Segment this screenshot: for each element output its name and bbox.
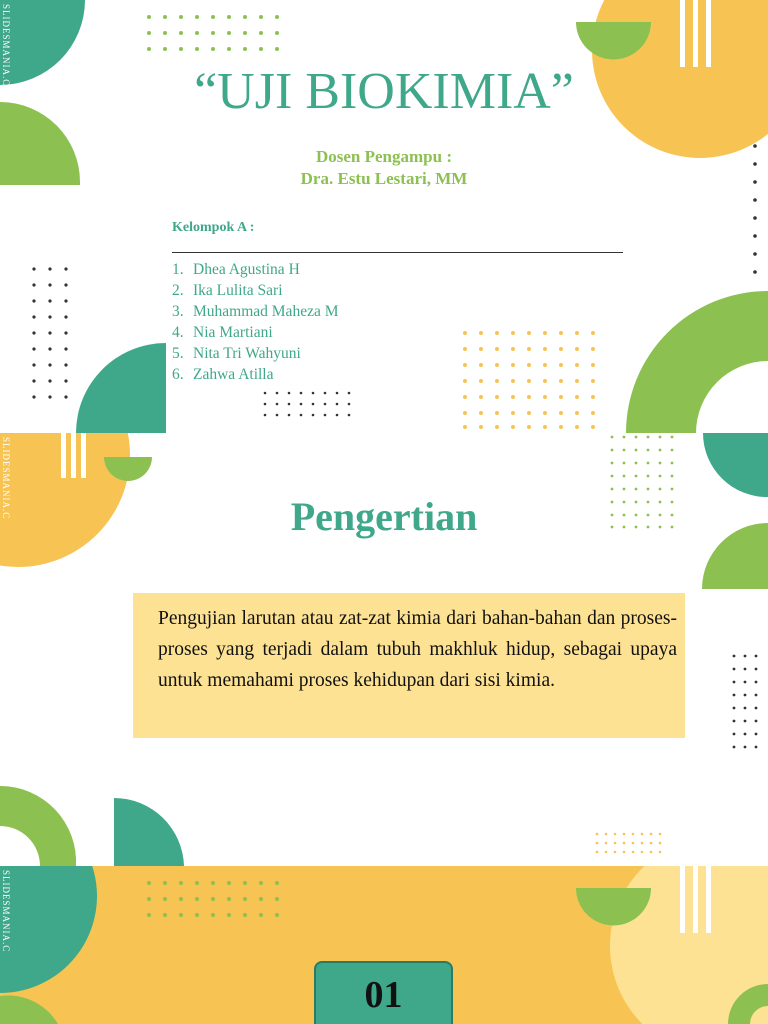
- list-number: 4.: [172, 324, 184, 341]
- dot-grid: [462, 330, 602, 430]
- definition-slide: [0, 433, 768, 866]
- member-name: Ika Lulita Sari: [193, 282, 283, 299]
- lecturer-name: Dra. Estu Lestari, MM: [300, 169, 468, 188]
- member-name: Muhammad Maheza M: [193, 303, 339, 320]
- section-number: 01: [364, 974, 403, 1016]
- dot-grid: [146, 880, 284, 920]
- list-item: [172, 343, 339, 364]
- dot-grid: [146, 14, 284, 54]
- member-name: Zahwa Atilla: [193, 366, 274, 383]
- list-item: [172, 280, 339, 301]
- section-number-box: [314, 961, 453, 1024]
- section-heading: Pengertian: [290, 494, 478, 539]
- member-name: Nia Martiani: [193, 324, 273, 341]
- definition-text: Pengujian larutan atau zat-zat kimia dari bahan-bahan dan proses-proses yang terjadi dalam tubuh makhluk hidup, sebagai upaya untuk memahami proses kehidupan dari sisi kimia.: [158, 608, 677, 691]
- list-item: [172, 259, 339, 280]
- title-slide: [0, 0, 768, 433]
- presentation-title: “UJI BIOKIMIA”: [194, 63, 574, 120]
- watermark: SLIDESMANIA.C: [1, 437, 11, 520]
- list-number: 2.: [172, 282, 184, 299]
- dot-grid: [262, 390, 362, 420]
- watermark: SLIDESMANIA.C: [1, 4, 11, 87]
- divider: [172, 252, 623, 253]
- list-item: [172, 301, 339, 322]
- list-number: 6.: [172, 366, 184, 383]
- member-name: Nita Tri Wahyuni: [193, 345, 301, 362]
- number-slide: [0, 866, 768, 1024]
- dot-grid: [731, 653, 763, 753]
- dot-grid: [31, 266, 71, 404]
- watermark: SLIDESMANIA.C: [1, 870, 11, 953]
- list-item: [172, 322, 339, 343]
- definition-box: [133, 593, 685, 738]
- member-list: [172, 259, 339, 385]
- lecturer-label: Dosen Pengampu :: [315, 147, 452, 166]
- group-label: Kelompok A :: [172, 220, 255, 235]
- dot-grid: [594, 831, 666, 857]
- member-name: Dhea Agustina H: [193, 261, 300, 278]
- list-number: 3.: [172, 303, 184, 320]
- list-number: 1.: [172, 261, 184, 278]
- list-number: 5.: [172, 345, 184, 362]
- list-item: [172, 364, 339, 385]
